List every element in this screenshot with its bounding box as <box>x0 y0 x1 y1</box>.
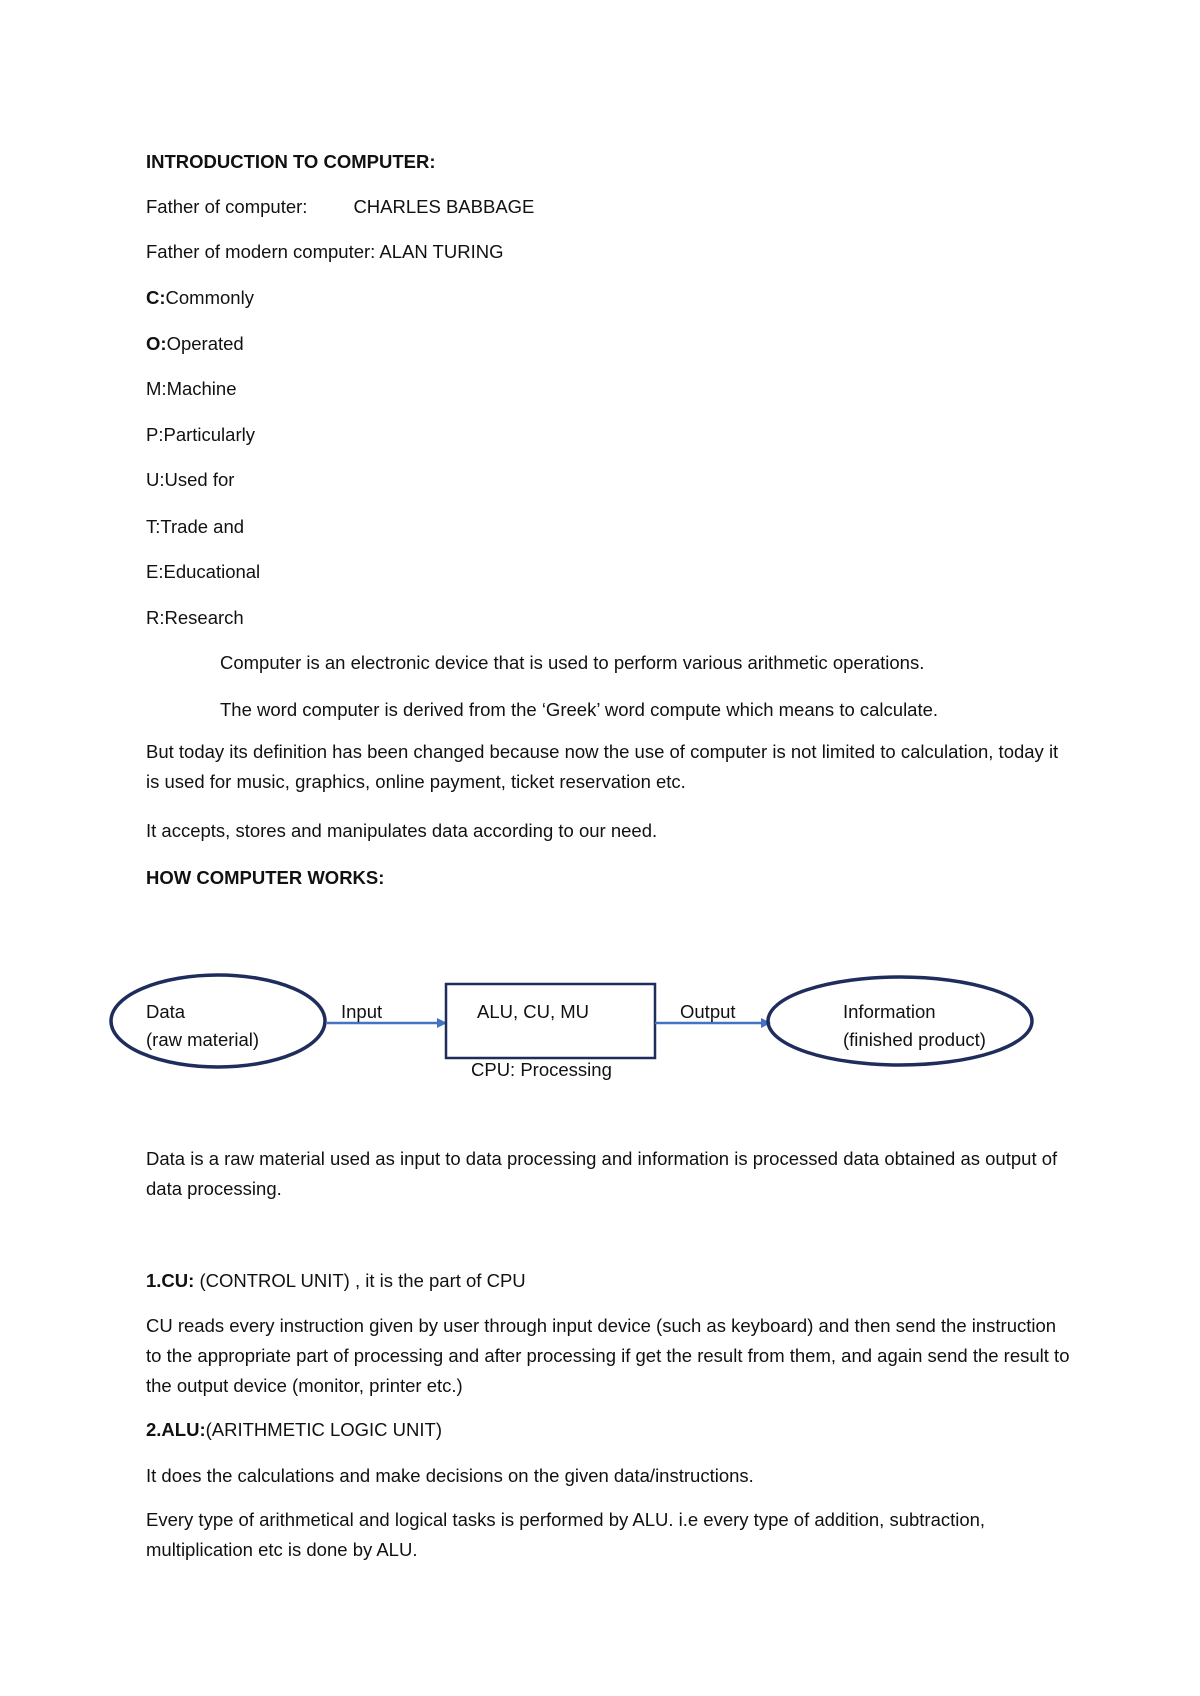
page-title: INTRODUCTION TO COMPUTER: <box>146 151 436 172</box>
input-label: Input <box>341 1001 383 1022</box>
father-value: CHARLES BABBAGE <box>353 196 535 217</box>
data-sublabel: (raw material) <box>146 1029 260 1050</box>
acronym-item <box>146 561 260 583</box>
acronym-letter: O: <box>146 333 167 354</box>
acronym-word: Operated <box>166 333 244 354</box>
information-label: Information <box>843 1001 936 1022</box>
cpu-caption: CPU: Processing <box>471 1059 612 1080</box>
data-label: Data <box>146 1001 186 1022</box>
information-ellipse <box>768 977 1032 1065</box>
acronym-word: Machine <box>166 378 237 399</box>
acronym-word: Commonly <box>165 287 254 308</box>
acronym-word: Trade and <box>160 516 245 537</box>
cpu-box-label: ALU, CU, MU <box>477 1001 590 1022</box>
definition-paragraph: But today its definition has been changed because now the use of computer is not limited to calculation, today it is used for music, graphics, online payment, ticket reservation etc. <box>146 741 1059 792</box>
cu-description: CU reads every instruction given by user through input device (such as keyboard) and then send the instruction to the appropriate part of processing and after processing if get the result from them, and again send the result to the output device (monitor, printer etc.) <box>146 1315 1070 1396</box>
acronym-item <box>146 424 255 446</box>
definition-line-2: The word computer is derived from the ‘Greek’ word compute which means to calculate. <box>220 699 939 720</box>
acronym-item <box>146 607 244 629</box>
acronym-item <box>146 333 244 355</box>
acronym-word: Used for <box>164 469 235 490</box>
acronym-word: Educational <box>163 561 261 582</box>
how-computer-works-heading: HOW COMPUTER WORKS: <box>146 867 385 888</box>
definition-line-1: Computer is an electronic device that is used to perform various arithmetic operations. <box>220 652 925 673</box>
modern-father-line: Father of modern computer: ALAN TURING <box>146 241 504 262</box>
information-sublabel: (finished product) <box>843 1029 986 1050</box>
data-ellipse <box>111 975 325 1067</box>
data-information-paragraph: Data is a raw material used as input to data processing and information is processed data obtained as output of data processing. <box>146 1148 1058 1199</box>
acronym-letter: C: <box>146 287 166 308</box>
father-of-computer-line <box>146 196 534 218</box>
acronym-letter: R: <box>146 607 165 628</box>
acronym-item <box>146 378 237 400</box>
acronym-letter: P: <box>146 424 164 445</box>
acronym-item <box>146 516 244 538</box>
alu-number: 2.ALU: <box>146 1419 206 1440</box>
alu-title: (ARITHMETIC LOGIC UNIT) <box>205 1419 443 1440</box>
father-label: Father of computer: <box>146 196 308 217</box>
alu-description-1: It does the calculations and make decisions on the given data/instructions. <box>146 1465 754 1486</box>
cu-number: 1.CU: <box>146 1270 195 1291</box>
acronym-letter: E: <box>146 561 164 582</box>
acronym-word: Particularly <box>163 424 255 445</box>
cu-heading <box>146 1270 526 1292</box>
acronym-letter: U: <box>146 469 165 490</box>
acronym-letter: T: <box>146 516 161 537</box>
acronym-item <box>146 287 254 309</box>
cu-title: (CONTROL UNIT) , it is the part of CPU <box>194 1270 526 1291</box>
alu-description-2: Every type of arithmetical and logical tasks is performed by ALU. i.e every type of addition, subtraction, multiplication etc is done by ALU. <box>146 1509 986 1560</box>
acronym-item <box>146 469 234 491</box>
acronym-word: Research <box>164 607 244 628</box>
accepts-paragraph: It accepts, stores and manipulates data according to our need. <box>146 820 658 841</box>
output-label: Output <box>680 1001 736 1022</box>
cpu-box <box>446 984 655 1058</box>
alu-heading <box>146 1419 442 1441</box>
acronym-letter: M: <box>146 378 167 399</box>
